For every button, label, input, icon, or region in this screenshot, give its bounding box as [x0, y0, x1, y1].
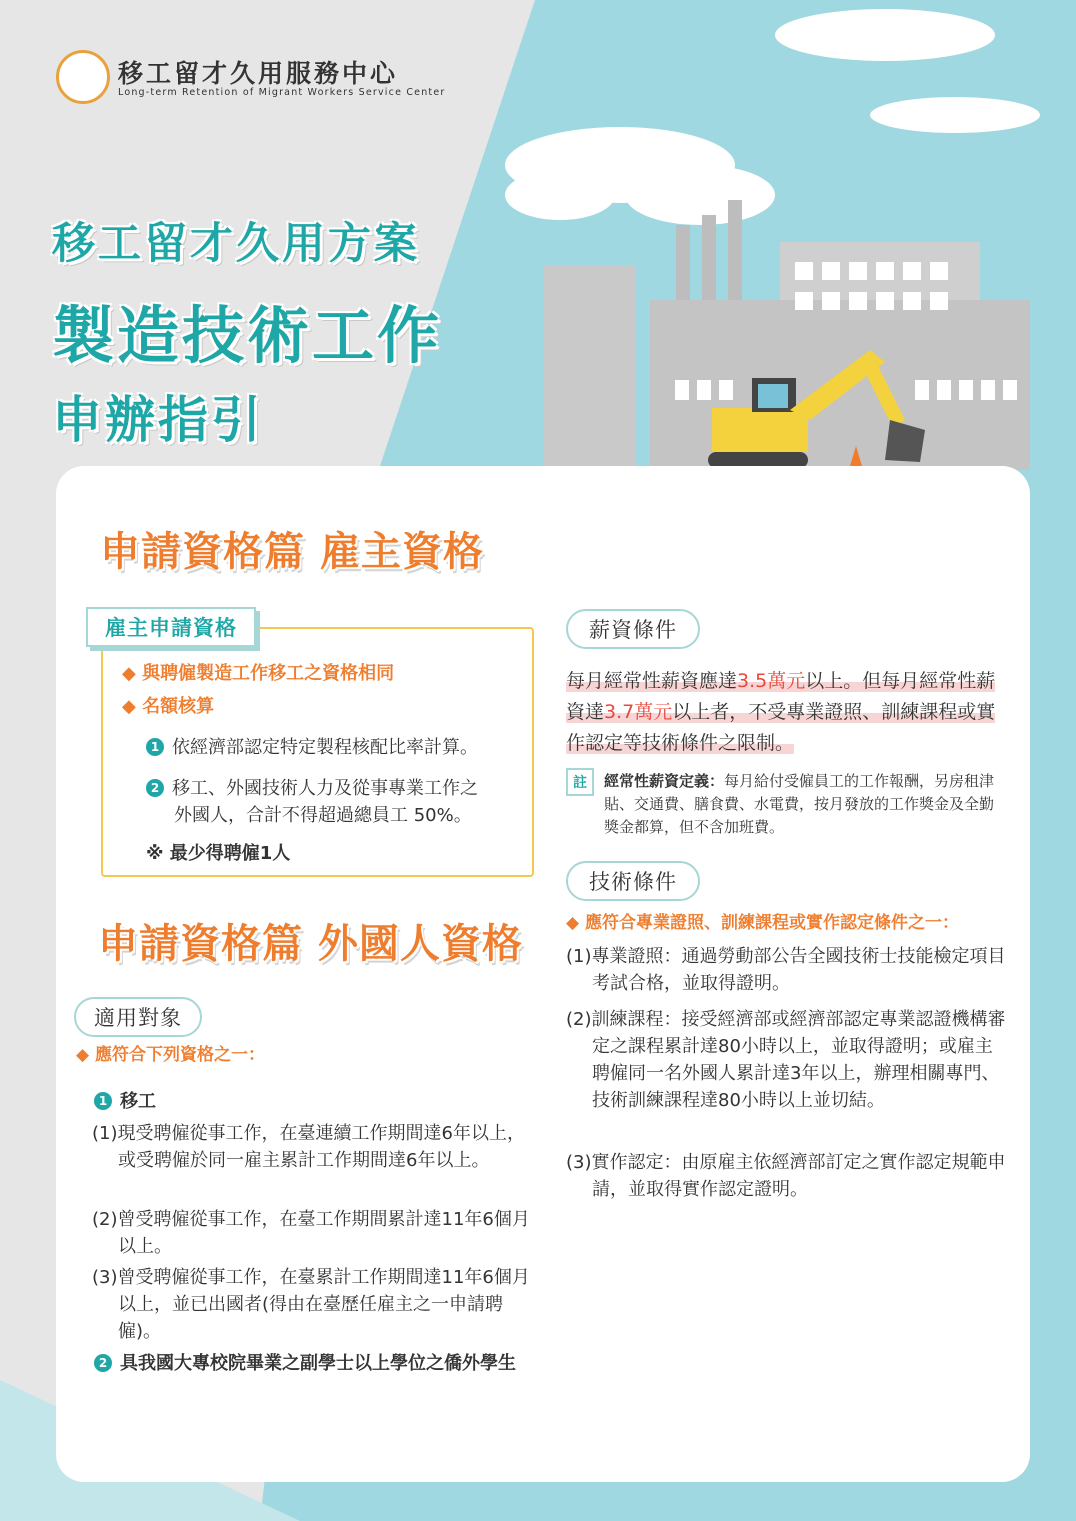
employer-item-2: ◆ 名額核算	[122, 696, 215, 717]
title-line-2: 製造技術工作	[52, 299, 443, 372]
skill-cond-2: (2)訓練課程：接受經濟部或經濟部認定專業認證機構審定之課程累計達80小時以上，並取得證明；或雇主聘僱同一名外國人累計達3年以上，辦理相關專門、技術訓練課程達80小時以上並切結。	[566, 1009, 1006, 1111]
foreigner-heading: 申請資格篇 外國人資格	[98, 921, 523, 967]
salary-text-3: 以上者，不受專業證照、訓練課程或實作認定等技術條件之限制。	[566, 701, 996, 754]
number-2-icon: 2	[94, 1354, 112, 1372]
skill-cond-3: (3)實作認定：由原雇主依經濟部訂定之實作認定規範申請，並取得實作認定證明。	[566, 1152, 1006, 1200]
foreigner-cat-2-text: 具我國大專校院畢業之副學士以上學位之僑外學生	[120, 1353, 516, 1374]
number-1-icon: 1	[146, 738, 164, 756]
salary-note-label: 經常性薪資定義：	[604, 772, 725, 790]
employer-sub-1	[146, 734, 478, 761]
employer-sub-2-text-b: 外國人，合計不得超過總員工 50%。	[174, 805, 472, 826]
org-logo	[56, 50, 446, 106]
employer-heading: 申請資格篇 雇主資格	[100, 529, 484, 575]
foreigner-cond-1: (1)現受聘僱從事工作，在臺連續工作期間達6年以上，或受聘僱於同一雇主累計工作期間達6年以上。	[92, 1123, 525, 1171]
org-name-en: Long-term Retention of Migrant Workers Service Center	[118, 87, 446, 98]
foreigner-cat-1	[94, 1088, 156, 1115]
salary-note	[604, 770, 1004, 839]
skill-lead: ◆ 應符合專業證照、訓練課程或實作認定條件之一：	[566, 913, 959, 933]
title-line-3: 申辦指引	[52, 391, 264, 449]
employer-sub-2	[146, 775, 478, 802]
foreigner-cat-1-text: 移工	[120, 1091, 156, 1112]
number-1-icon: 1	[94, 1092, 112, 1110]
employer-item-1: ◆ 與聘僱製造工作移工之資格相同	[122, 663, 395, 684]
employer-sub-1-text: 依經濟部認定特定製程核配比率計算。	[172, 737, 478, 758]
logo-emblem-icon	[56, 50, 110, 104]
salary-amount-1: 3.5萬元	[737, 670, 806, 692]
salary-amount-2: 3.7萬元	[604, 701, 673, 723]
foreigner-cond-2: (2)曾受聘僱從事工作，在臺工作期間累計達11年6個月以上。	[92, 1209, 530, 1257]
salary-text-2: 以上。但每月經常性薪資達	[566, 670, 996, 723]
salary-pill: 薪資條件	[566, 609, 700, 649]
skill-pill: 技術條件	[566, 861, 700, 901]
employer-sub-2-text-a: 移工、外國技術人力及從事專業工作之	[172, 778, 478, 799]
foreigner-cond-3: (3)曾受聘僱從事工作，在臺累計工作期間達11年6個月以上，並已出國者(得由在臺歷任雇主之一申請聘僱)。	[92, 1267, 530, 1342]
salary-paragraph	[566, 666, 1002, 759]
employer-minimum: ※ 最少得聘僱1人	[146, 843, 291, 864]
salary-note-text: 每月給付受僱員工的工作報酬，另房租津貼、交通費、膳食費、水電費，按月發放的工作獎金及全勤獎金都算，但不含加班費。	[604, 772, 995, 836]
number-2-icon: 2	[146, 779, 164, 797]
salary-text-1: 每月經常性薪資應達	[566, 670, 738, 692]
foreigner-lead: ◆ 應符合下列資格之一：	[76, 1045, 265, 1065]
skill-cond-1: (1)專業證照：通過勞動部公告全國技術士技能檢定項目考試合格，並取得證明。	[566, 946, 1006, 994]
foreigner-pill: 適用對象	[74, 997, 202, 1037]
title-line-1: 移工留才久用方案	[52, 219, 420, 269]
foreigner-cat-2	[94, 1350, 516, 1377]
employer-tab: 雇主申請資格	[86, 607, 256, 647]
note-tag: 註	[566, 768, 594, 796]
org-name: 移工留才久用服務中心	[118, 59, 399, 88]
